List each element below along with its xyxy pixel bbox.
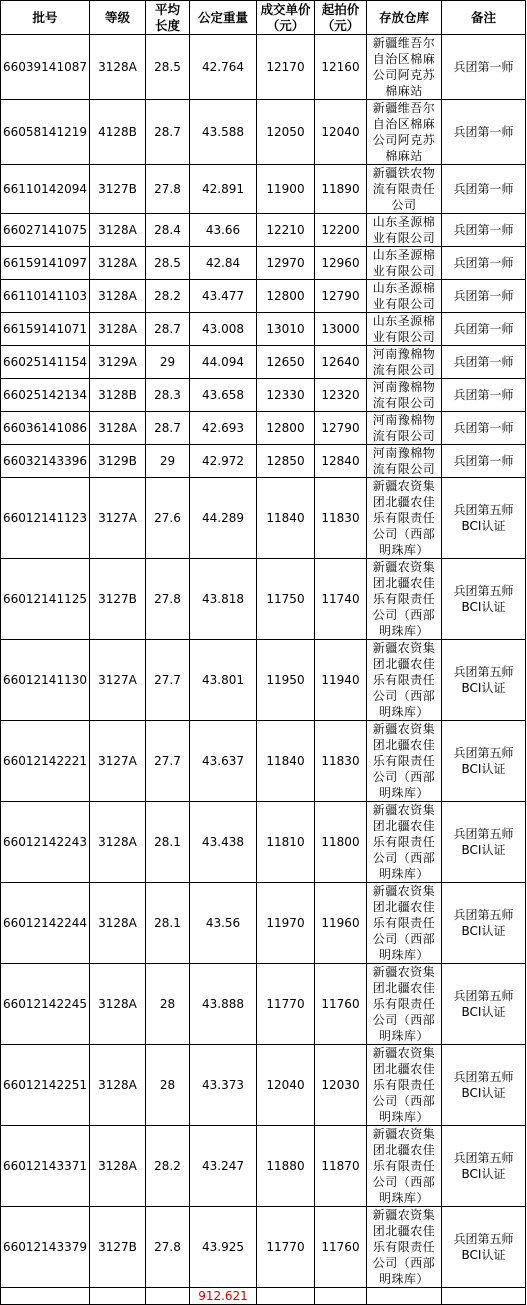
cell-avg-length: 28 (146, 1045, 190, 1126)
cell-note: 兵团第一师 (442, 35, 526, 100)
cell-grade: 3127B (90, 165, 146, 214)
cell-note: 兵团第一师 (442, 445, 526, 478)
cell-warehouse: 新疆铁农物流有限责任公司 (367, 165, 442, 214)
cell-batch: 66012141125 (1, 559, 90, 640)
cell-batch: 66110141103 (1, 280, 90, 313)
cell-weight: 43.56 (190, 883, 257, 964)
cell-note: 兵团第五师BCI认证 (442, 883, 526, 964)
total-weight: 912.621 (190, 1288, 257, 1305)
cell-start-price: 11760 (315, 964, 367, 1045)
cell-avg-length: 27.7 (146, 721, 190, 802)
cell-warehouse: 河南豫棉物流有限公司 (367, 412, 442, 445)
table-row (1, 35, 526, 100)
total-empty (367, 1288, 442, 1305)
cell-deal-price: 11770 (257, 964, 315, 1045)
cell-batch: 66039141087 (1, 35, 90, 100)
cell-deal-price: 11840 (257, 478, 315, 559)
cell-deal-price: 12970 (257, 247, 315, 280)
cell-avg-length: 29 (146, 346, 190, 379)
header-avg-length: 平均 长度 (146, 1, 190, 35)
table-row (1, 214, 526, 247)
table-row (1, 478, 526, 559)
cell-batch: 66025141154 (1, 346, 90, 379)
cell-weight: 43.438 (190, 802, 257, 883)
header-note: 备注 (442, 1, 526, 35)
cell-warehouse: 新疆农资集团北疆农佳乐有限责任公司（西部明珠库） (367, 1207, 442, 1288)
cell-grade: 3127A (90, 721, 146, 802)
cell-avg-length: 27.8 (146, 165, 190, 214)
cell-start-price: 11760 (315, 1207, 367, 1288)
cell-weight: 43.373 (190, 1045, 257, 1126)
header-warehouse: 存放仓库 (367, 1, 442, 35)
cell-warehouse: 新疆农资集团北疆农佳乐有限责任公司（西部明珠库） (367, 478, 442, 559)
table-row (1, 559, 526, 640)
cell-weight: 43.637 (190, 721, 257, 802)
cell-avg-length: 28.4 (146, 214, 190, 247)
cell-batch: 66012142245 (1, 964, 90, 1045)
cell-warehouse: 新疆农资集团北疆农佳乐有限责任公司（西部明珠库） (367, 1126, 442, 1207)
cell-note: 兵团第一师 (442, 346, 526, 379)
table-row (1, 1207, 526, 1288)
header-weight: 公定重量 (190, 1, 257, 35)
total-empty (90, 1288, 146, 1305)
cell-avg-length: 28.7 (146, 313, 190, 346)
cell-batch: 66012141130 (1, 640, 90, 721)
cell-weight: 42.972 (190, 445, 257, 478)
table-row (1, 1045, 526, 1126)
cell-warehouse: 山东圣源棉业有限公司 (367, 247, 442, 280)
cell-start-price: 12840 (315, 445, 367, 478)
cell-grade: 3127A (90, 640, 146, 721)
cell-note: 兵团第一师 (442, 165, 526, 214)
cell-warehouse: 新疆维吾尔自治区棉麻公司阿克苏棉麻站 (367, 100, 442, 165)
cell-weight: 44.094 (190, 346, 257, 379)
cell-note: 兵团第一师 (442, 313, 526, 346)
cell-note: 兵团第一师 (442, 379, 526, 412)
cell-note: 兵团第一师 (442, 247, 526, 280)
header-start-price: 起拍价 （元） (315, 1, 367, 35)
cell-warehouse: 新疆农资集团北疆农佳乐有限责任公司（西部明珠库） (367, 1045, 442, 1126)
cell-grade: 3128A (90, 1126, 146, 1207)
table-row (1, 100, 526, 165)
cell-deal-price: 12050 (257, 100, 315, 165)
cell-grade: 3127A (90, 478, 146, 559)
table-body (1, 35, 526, 1288)
cell-grade: 3128A (90, 964, 146, 1045)
cell-deal-price: 11950 (257, 640, 315, 721)
total-empty (257, 1288, 315, 1305)
cell-batch: 66012141123 (1, 478, 90, 559)
cell-avg-length: 28.1 (146, 883, 190, 964)
cell-start-price: 12160 (315, 35, 367, 100)
cell-deal-price: 11770 (257, 1207, 315, 1288)
cell-batch: 66012142244 (1, 883, 90, 964)
cell-grade: 3128A (90, 802, 146, 883)
cell-start-price: 12790 (315, 412, 367, 445)
table-row (1, 280, 526, 313)
cell-start-price: 11960 (315, 883, 367, 964)
cell-deal-price: 11900 (257, 165, 315, 214)
cell-deal-price: 11840 (257, 721, 315, 802)
table-row (1, 313, 526, 346)
cell-note: 兵团第五师BCI认证 (442, 1207, 526, 1288)
table-row (1, 412, 526, 445)
cell-deal-price: 12330 (257, 379, 315, 412)
total-empty (1, 1288, 90, 1305)
cell-start-price: 11890 (315, 165, 367, 214)
cell-deal-price: 12210 (257, 214, 315, 247)
cell-avg-length: 27.6 (146, 478, 190, 559)
cell-grade: 3127B (90, 1207, 146, 1288)
cell-start-price: 12960 (315, 247, 367, 280)
cell-warehouse: 河南豫棉物流有限公司 (367, 445, 442, 478)
cell-note: 兵团第五师BCI认证 (442, 1045, 526, 1126)
cell-note: 兵团第五师BCI认证 (442, 559, 526, 640)
header-grade: 等级 (90, 1, 146, 35)
cell-warehouse: 新疆农资集团北疆农佳乐有限责任公司（西部明珠库） (367, 721, 442, 802)
table-row (1, 1126, 526, 1207)
cell-deal-price: 12800 (257, 412, 315, 445)
cell-grade: 4128B (90, 100, 146, 165)
cell-batch: 66012142251 (1, 1045, 90, 1126)
cell-start-price: 11830 (315, 478, 367, 559)
cell-note: 兵团第一师 (442, 280, 526, 313)
cell-weight: 42.84 (190, 247, 257, 280)
cell-avg-length: 28.5 (146, 35, 190, 100)
cell-grade: 3128A (90, 247, 146, 280)
cell-note: 兵团第五师BCI认证 (442, 1126, 526, 1207)
total-empty (315, 1288, 367, 1305)
cell-start-price: 12030 (315, 1045, 367, 1126)
cell-warehouse: 山东圣源棉业有限公司 (367, 280, 442, 313)
cell-warehouse: 山东圣源棉业有限公司 (367, 214, 442, 247)
cell-warehouse: 新疆农资集团北疆农佳乐有限责任公司（西部明珠库） (367, 883, 442, 964)
cell-grade: 3128A (90, 214, 146, 247)
cell-note: 兵团第一师 (442, 412, 526, 445)
cell-warehouse: 新疆维吾尔自治区棉麻公司阿克苏棉麻站 (367, 35, 442, 100)
cell-deal-price: 12040 (257, 1045, 315, 1126)
table-row (1, 721, 526, 802)
table-row (1, 802, 526, 883)
cell-weight: 42.891 (190, 165, 257, 214)
cell-avg-length: 28.7 (146, 412, 190, 445)
cell-grade: 3127B (90, 559, 146, 640)
table-row (1, 379, 526, 412)
cell-deal-price: 12850 (257, 445, 315, 478)
cell-weight: 43.588 (190, 100, 257, 165)
total-empty (146, 1288, 190, 1305)
cell-deal-price: 13010 (257, 313, 315, 346)
cell-weight: 44.289 (190, 478, 257, 559)
cell-grade: 3128A (90, 280, 146, 313)
cell-batch: 66012142243 (1, 802, 90, 883)
header-deal-price: 成交单价 （元） (257, 1, 315, 35)
cell-start-price: 11870 (315, 1126, 367, 1207)
total-row (1, 1288, 526, 1305)
cell-batch: 66012143379 (1, 1207, 90, 1288)
cell-warehouse: 河南豫棉物流有限公司 (367, 379, 442, 412)
cell-grade: 3128A (90, 313, 146, 346)
cell-deal-price: 11880 (257, 1126, 315, 1207)
cell-weight: 43.477 (190, 280, 257, 313)
table-row (1, 640, 526, 721)
cell-warehouse: 山东圣源棉业有限公司 (367, 313, 442, 346)
cell-start-price: 11740 (315, 559, 367, 640)
cell-weight: 43.66 (190, 214, 257, 247)
cell-weight: 43.925 (190, 1207, 257, 1288)
cell-start-price: 12320 (315, 379, 367, 412)
cell-start-price: 12640 (315, 346, 367, 379)
cell-weight: 43.888 (190, 964, 257, 1045)
cell-grade: 3129B (90, 445, 146, 478)
cell-avg-length: 28.2 (146, 280, 190, 313)
cell-grade: 3128B (90, 379, 146, 412)
cell-start-price: 11800 (315, 802, 367, 883)
cell-weight: 43.801 (190, 640, 257, 721)
cell-grade: 3129A (90, 346, 146, 379)
cell-avg-length: 29 (146, 445, 190, 478)
cell-deal-price: 12170 (257, 35, 315, 100)
cell-deal-price: 11810 (257, 802, 315, 883)
cell-avg-length: 27.8 (146, 1207, 190, 1288)
cell-weight: 43.008 (190, 313, 257, 346)
cell-start-price: 12200 (315, 214, 367, 247)
cell-avg-length: 27.8 (146, 559, 190, 640)
cell-note: 兵团第五师BCI认证 (442, 478, 526, 559)
table-row (1, 964, 526, 1045)
cell-deal-price: 12800 (257, 280, 315, 313)
cell-avg-length: 28.7 (146, 100, 190, 165)
cell-weight: 42.693 (190, 412, 257, 445)
cell-weight: 43.247 (190, 1126, 257, 1207)
cell-note: 兵团第五师BCI认证 (442, 640, 526, 721)
cell-start-price: 11940 (315, 640, 367, 721)
cell-batch: 66036141086 (1, 412, 90, 445)
header-batch: 批号 (1, 1, 90, 35)
cell-grade: 3128A (90, 883, 146, 964)
cell-deal-price: 12650 (257, 346, 315, 379)
cell-start-price: 12790 (315, 280, 367, 313)
cell-batch: 66027141075 (1, 214, 90, 247)
cell-weight: 43.658 (190, 379, 257, 412)
table-row (1, 247, 526, 280)
cell-batch: 66110142094 (1, 165, 90, 214)
cell-avg-length: 28.1 (146, 802, 190, 883)
cell-warehouse: 河南豫棉物流有限公司 (367, 346, 442, 379)
cell-batch: 66012143371 (1, 1126, 90, 1207)
cell-weight: 43.818 (190, 559, 257, 640)
cell-start-price: 13000 (315, 313, 367, 346)
cell-avg-length: 28.5 (146, 247, 190, 280)
cell-avg-length: 27.7 (146, 640, 190, 721)
cell-deal-price: 11750 (257, 559, 315, 640)
cell-avg-length: 28 (146, 964, 190, 1045)
cell-note: 兵团第五师BCI认证 (442, 721, 526, 802)
cell-grade: 3128A (90, 1045, 146, 1126)
cell-batch: 66159141097 (1, 247, 90, 280)
table-row (1, 346, 526, 379)
cell-warehouse: 新疆农资集团北疆农佳乐有限责任公司（西部明珠库） (367, 640, 442, 721)
cell-grade: 3128A (90, 412, 146, 445)
total-empty (442, 1288, 526, 1305)
cell-warehouse: 新疆农资集团北疆农佳乐有限责任公司（西部明珠库） (367, 802, 442, 883)
cell-note: 兵团第五师BCI认证 (442, 964, 526, 1045)
cell-deal-price: 11970 (257, 883, 315, 964)
cell-batch: 66025142134 (1, 379, 90, 412)
cell-avg-length: 28.3 (146, 379, 190, 412)
cell-note: 兵团第五师BCI认证 (442, 802, 526, 883)
table-row (1, 883, 526, 964)
cell-warehouse: 新疆农资集团北疆农佳乐有限责任公司（西部明珠库） (367, 559, 442, 640)
cell-note: 兵团第一师 (442, 214, 526, 247)
header-row (1, 1, 526, 35)
cell-batch: 66058141219 (1, 100, 90, 165)
table-row (1, 445, 526, 478)
table-row (1, 165, 526, 214)
cell-warehouse: 新疆农资集团北疆农佳乐有限责任公司（西部明珠库） (367, 964, 442, 1045)
cell-avg-length: 28.2 (146, 1126, 190, 1207)
cell-batch: 66032143396 (1, 445, 90, 478)
cell-batch: 66012142221 (1, 721, 90, 802)
cell-grade: 3128A (90, 35, 146, 100)
cell-start-price: 11830 (315, 721, 367, 802)
cell-weight: 42.764 (190, 35, 257, 100)
cell-note: 兵团第一师 (442, 100, 526, 165)
cell-start-price: 12040 (315, 100, 367, 165)
cell-batch: 66159141071 (1, 313, 90, 346)
